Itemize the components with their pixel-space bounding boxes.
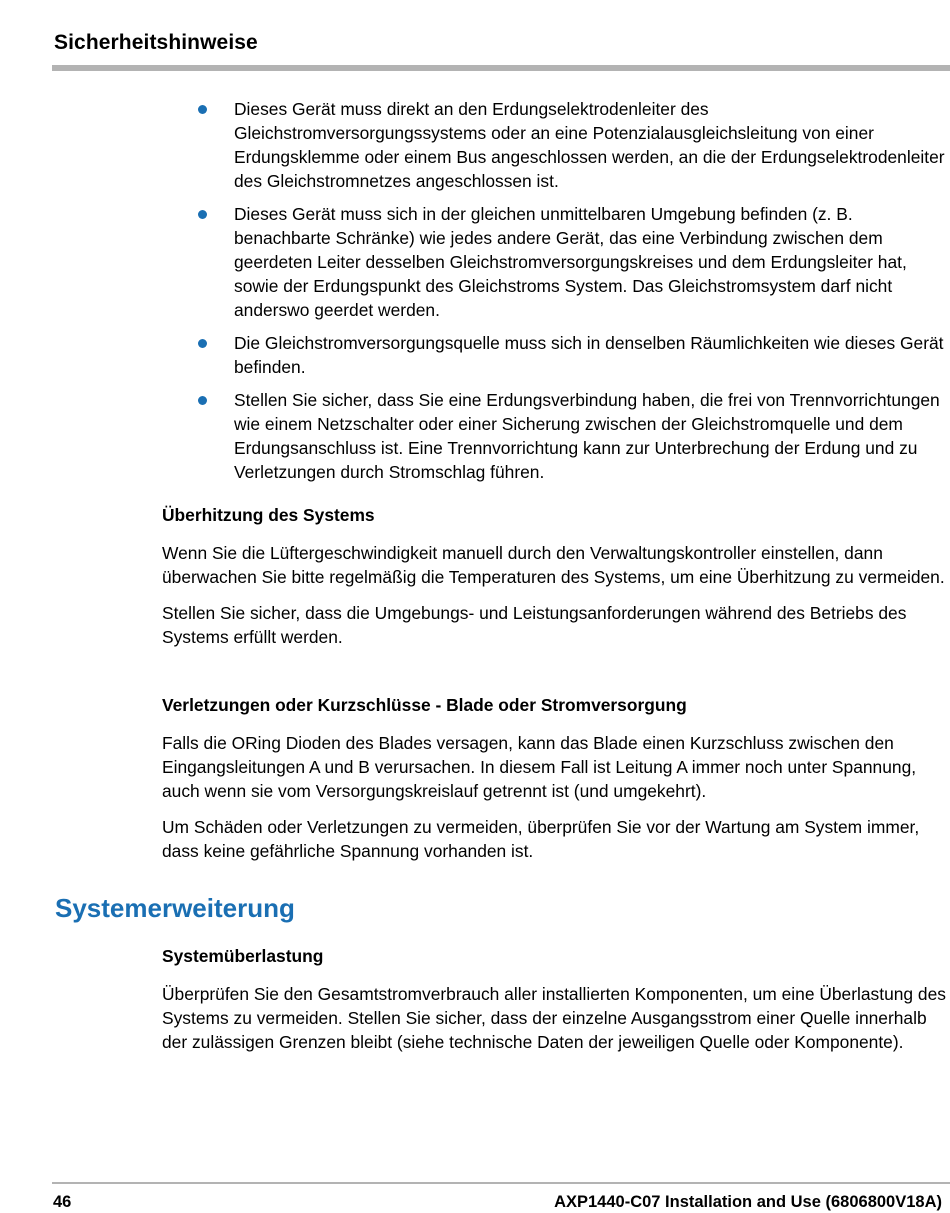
header-rule [52, 65, 950, 71]
bullet-item [196, 331, 948, 379]
bullet-text: Dieses Gerät muss sich in der gleichen unmittelbaren Umgebung befinden (z. B. benachbarte Schränke) wie jedes andere Gerät, das eine Verbindung zwischen dem geerdeten Leiter desselben Gleichstromversorgungskreises und dem Erdungsleiter hat, sowie der Erdungspunkt des Gleichstroms System. Das Gleichstromsystem darf nicht anderswo geerdet werden. [234, 204, 907, 320]
bullet-text: Stellen Sie sicher, dass Sie eine Erdungsverbindung haben, die frei von Trennvorrichtungen wie einem Netzschalter oder einer Sicherung zwischen der Gleichstromquelle und dem Erdungsanschluss ist. Eine Trennvorrichtung kann zur Unterbrechung der Erdung und zu Verletzungen durch Stromschlag führen. [234, 390, 940, 482]
overheating-heading: Überhitzung des Systems [162, 505, 375, 525]
bullet-text: Dieses Gerät muss direkt an den Erdungselektrodenleiter des Gleichstromversorgungssystems oder an eine Potenzialausgleichsleitung von einer Erdungsklemme oder einem Bus angeschlossen werden, an die der Erdungselektrodenleiter des Gleichstromnetzes angeschlossen ist. [234, 99, 945, 191]
bullet-dot-icon [198, 210, 207, 219]
chapter-title: Systemerweiterung [55, 893, 295, 923]
injuries-heading: Verletzungen oder Kurzschlüsse - Blade oder Stromversorgung [162, 695, 687, 715]
overheating-paragraph: Wenn Sie die Lüftergeschwindigkeit manuell durch den Verwaltungskontroller einstellen, dann überwachen Sie bitte regelmäßig die Temperaturen des Systems, um eine Überhitzung zu vermeiden. [162, 543, 945, 587]
bullet-text: Die Gleichstromversorgungsquelle muss sich in denselben Räumlichkeiten wie dieses Gerät befinden. [234, 333, 944, 377]
injuries-paragraph: Um Schäden oder Verletzungen zu vermeiden, überprüfen Sie vor der Wartung am System immer, dass keine gefährliche Spannung vorhanden ist. [162, 817, 920, 861]
overload-section [162, 944, 948, 1054]
safety-bullet-list [196, 97, 948, 493]
page-header-title: Sicherheitshinweise [54, 31, 258, 54]
overload-paragraph: Überprüfen Sie den Gesamtstromverbrauch aller installierten Komponenten, um eine Überlastung des Systems zu vermeiden. Stellen Sie sicher, dass der einzelne Ausgangsstrom einer Quelle innerhalb der zulässigen Grenzen bleibt (siehe technische Daten der jeweiligen Quelle oder Komponente). [162, 984, 946, 1052]
injuries-paragraph: Falls die ORing Dioden des Blades versagen, kann das Blade einen Kurzschluss zwischen den Eingangsleitungen A und B verursachen. In diesem Fall ist Leitung A immer noch unter Spannung, auch wenn sie vom Versorgungskreislauf getrennt ist (und umgekehrt). [162, 733, 917, 801]
injuries-section [162, 693, 948, 863]
bullet-dot-icon [198, 339, 207, 348]
bullet-dot-icon [198, 105, 207, 114]
overheating-paragraph: Stellen Sie sicher, dass die Umgebungs- und Leistungsanforderungen während des Betriebs des Systems erfüllt werden. [162, 603, 907, 647]
overheating-section [162, 503, 948, 649]
bullet-item [196, 97, 948, 193]
bullet-item [196, 202, 948, 322]
bullet-item [196, 388, 948, 484]
document-title: AXP1440-C07 Installation and Use (6806800V18A) [554, 1193, 942, 1211]
page-number: 46 [53, 1193, 72, 1211]
footer-rule [52, 1182, 950, 1184]
overload-heading: Systemüberlastung [162, 946, 324, 966]
bullet-dot-icon [198, 396, 207, 405]
